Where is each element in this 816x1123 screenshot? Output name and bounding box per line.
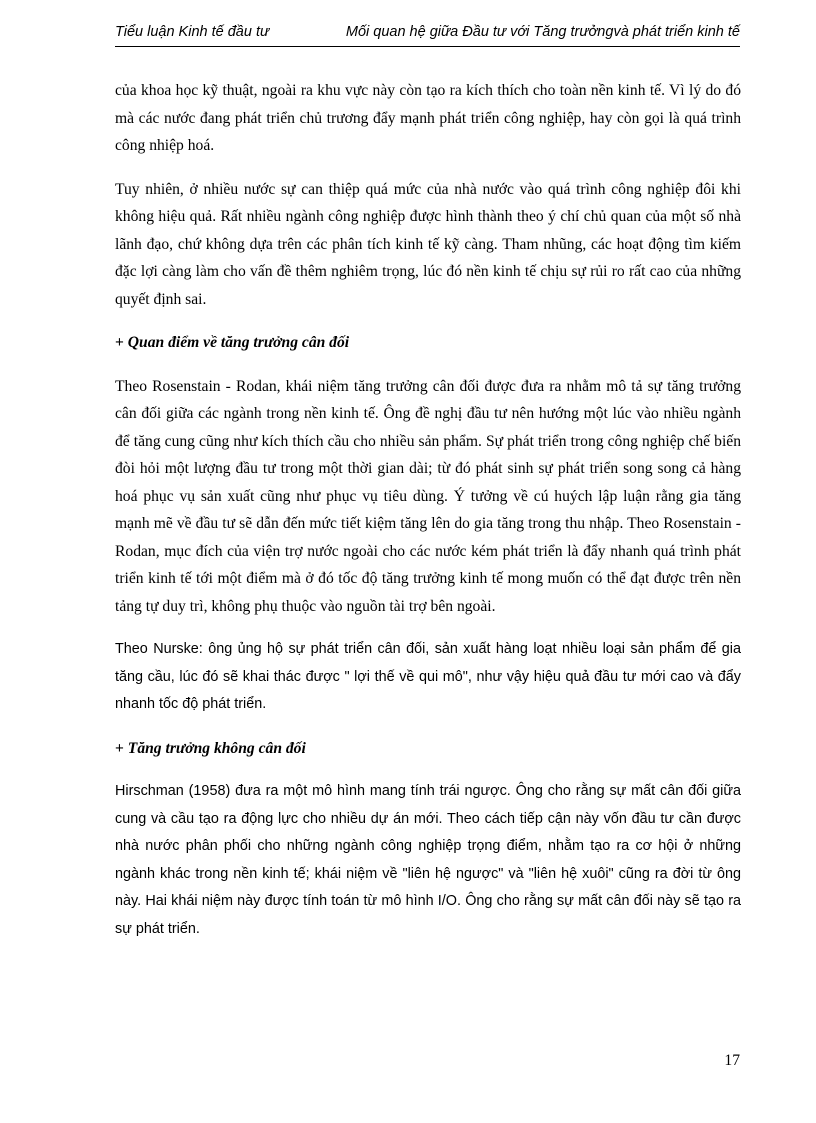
paragraph-industrialization: của khoa học kỹ thuật, ngoài ra khu vực này còn tạo ra kích thích cho toàn nền kinh tế. Vì lý do đó mà các nước đang phát triển chủ trương đẩy mạnh phát triển công nghiệp, hay còn gọi là quá trình công nhiệp hoá. (115, 82, 741, 154)
paragraph-state-intervention: Tuy nhiên, ở nhiều nước sự can thiệp quá mức của nhà nước vào quá trình công nghiệp đôi khi không hiệu quả. Rất nhiều ngành công nghiệp được hình thành theo ý chí chủ quan của một số nhà lãnh đạo, chứ không dựa trên các phân tích kinh tế kỹ càng. Tham nhũng, các hoạt động tìm kiếm đặc lợi càng làm cho vấn đề thêm nghiêm trọng, lúc đó nền kinh tế chịu sự rủi ro rất cao của những quyết định sai. (115, 180, 741, 308)
section-heading-balanced-growth (115, 329, 741, 357)
heading-bullet: + (115, 739, 124, 757)
heading-title: Tăng trưởng không cân đối (127, 739, 306, 757)
page-number: 17 (724, 1052, 740, 1069)
heading-bullet: + (115, 334, 124, 351)
page-header (115, 22, 740, 47)
section-heading-unbalanced-growth (115, 735, 741, 763)
heading-title: Quan điểm về tăng trưởng cân đối (127, 334, 350, 351)
header-document-title: Tiểu luận Kinh tế đầu tư (115, 24, 270, 40)
paragraph-rosenstein-rodan: Theo Rosenstain - Rodan, khái niệm tăng trưởng cân đối được đưa ra nhằm mô tả sự tăng trưởng cân đối giữa các ngành trong nền kinh tế. Ông đề nghị đầu tư nên hướng một lúc vào nhiều ngành để tăng cung cũng như kích thích cầu cho nhiều sản phẩm. Sự phát triển trong công nghiệp chế biến đòi hỏi một lượng đầu tư trong một thời gian dài; từ đó phát sinh sự phát triển song song cả hàng hoá phục vụ sản xuất cũng như phục vụ tiêu dùng. Ý tưởng về cú huých lập luận rằng gia tăng mạnh mẽ về đầu tư sẽ dẫn đến mức tiết kiệm tăng lên do gia tăng trong thu nhập. Theo Rosenstain - Rodan, mục đích của viện trợ nước ngoài cho các nước kém phát triển là đẩy nhanh quá trình phát triển kinh tế tới một điểm mà ở đó tốc độ tăng trưởng kinh tế mong muốn có thể đạt được trên nền tảng tự duy trì, không phụ thuộc vào nguồn tài trợ bên ngoài. (115, 377, 741, 615)
header-section-title: Mối quan hệ giữa Đầu tư với Tăng trưởngvà phát triển kinh tế (345, 24, 740, 40)
document-body (115, 77, 741, 959)
paragraph-nurkse: Theo Nurske: ông ủng hộ sự phát triển cân đối, sản xuất hàng loạt nhiều loại sản phẩm để gia tăng cầu, lúc đó sẽ khai thác được " lợi thế về qui mô", như vậy hiệu quả đầu tư mới cao và đẩy nhanh tốc độ phát triển. (115, 641, 741, 712)
paragraph-hirschman: Hirschman (1958) đưa ra một mô hình mang tính trái ngược. Ông cho rằng sự mất cân đối giữa cung và cầu tạo ra động lực cho nhiều dự án mới. Theo cách tiếp cận này vốn đầu tư cần được nhà nước phân phối cho những ngành công nghiệp trọng điểm, nhằm tạo ra cơ hội ở những ngành khác trong nền kinh tế; khái niệm về "liên hệ ngược" và "liên hệ xuôi" cũng ra đời từ ông này. Hai khái niệm này được tính toán từ mô hình I/O. Ông cho rằng sự mất cân đối này sẽ tạo ra sự phát triển. (115, 783, 741, 937)
